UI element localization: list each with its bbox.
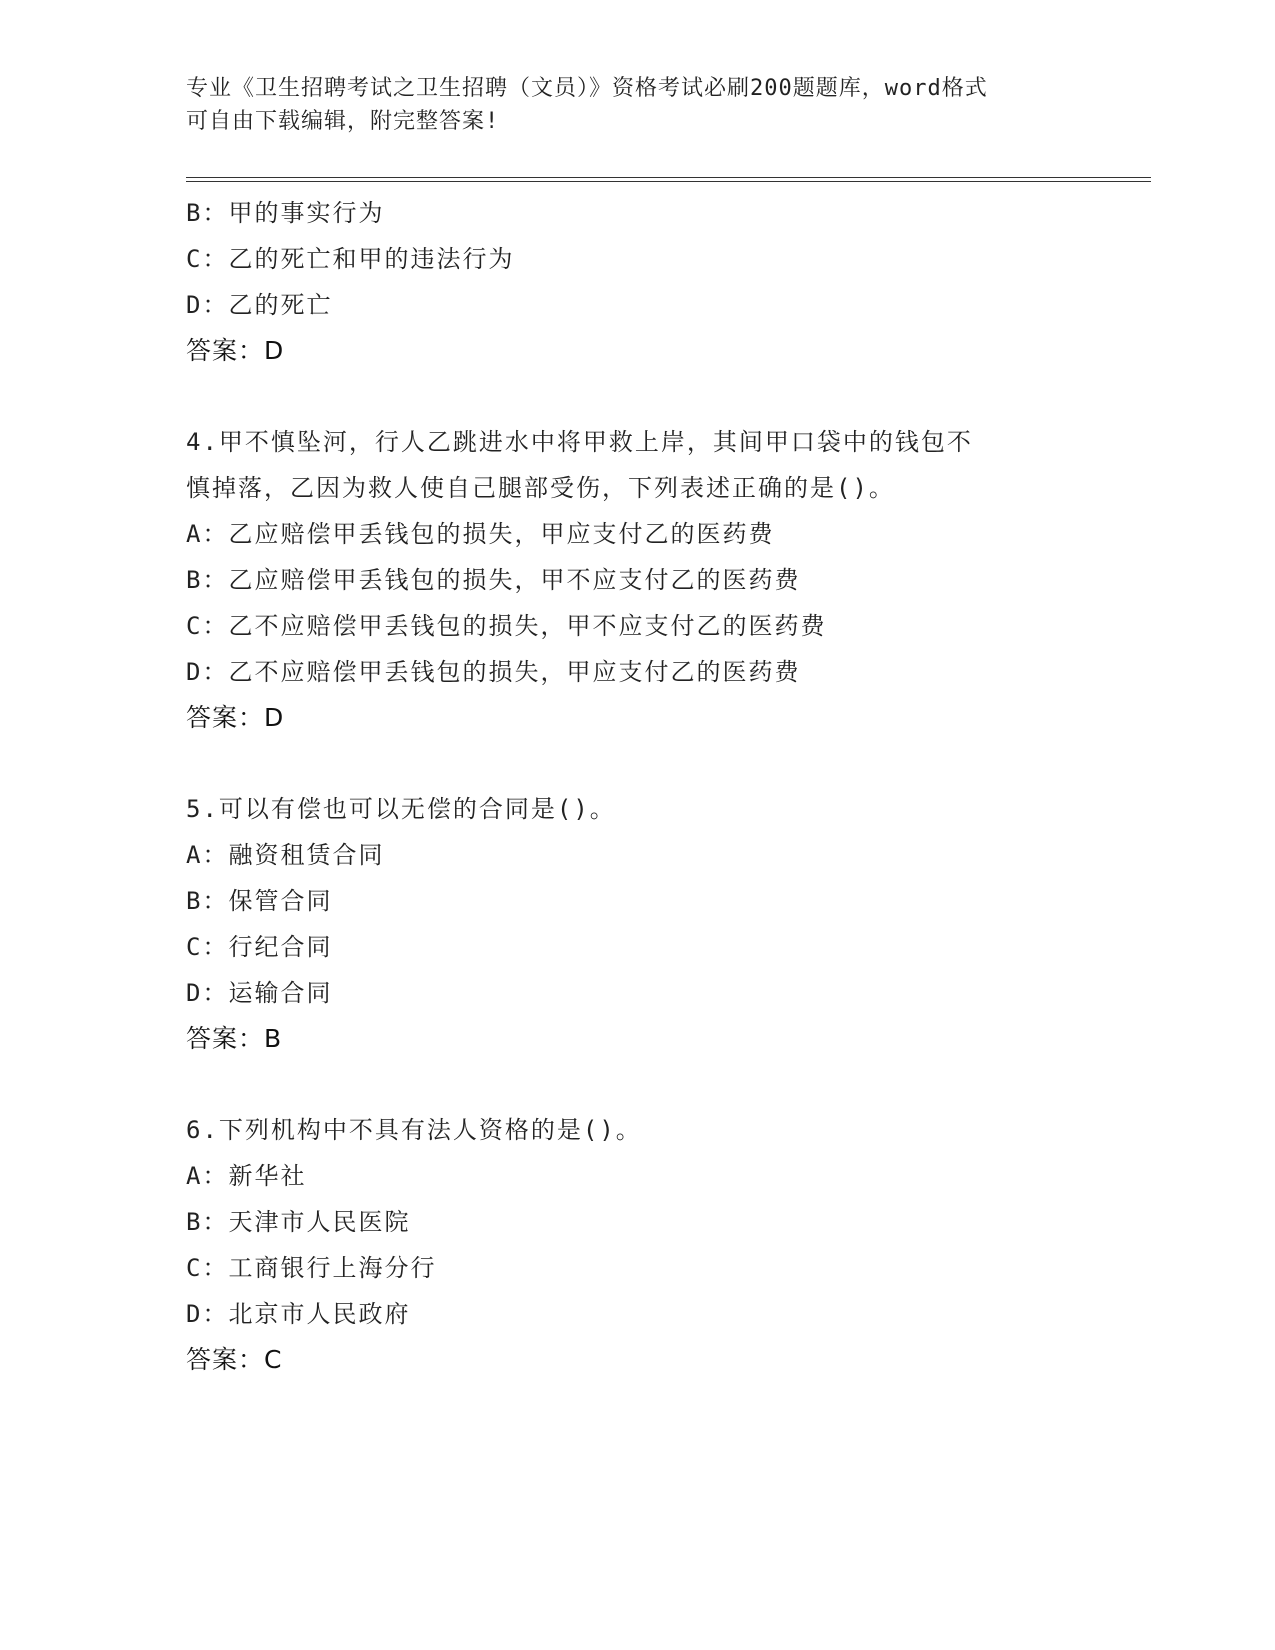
option-c: C：乙的死亡和甲的违法行为 <box>186 245 515 273</box>
option-c: C：乙不应赔偿甲丢钱包的损失，甲不应支付乙的医药费 <box>186 612 827 640</box>
answer-line: 答案：D <box>186 336 285 365</box>
question-stem-line-1: 4.甲不慎坠河，行人乙跳进水中将甲救上岸，其间甲口袋中的钱包不 <box>186 428 973 456</box>
option-d: D：乙的死亡 <box>186 291 333 319</box>
answer-line: 答案：D <box>186 703 285 732</box>
header-title-line-2: 可自由下载编辑，附完整答案! <box>186 109 500 134</box>
option-b: B：乙应赔偿甲丢钱包的损失，甲不应支付乙的医药费 <box>186 566 801 594</box>
option-b: B：天津市人民医院 <box>186 1208 411 1236</box>
question-block-4 <box>186 419 1151 741</box>
option-d: D：北京市人民政府 <box>186 1300 411 1328</box>
option-b: B：甲的事实行为 <box>186 199 385 227</box>
option-c: C：工商银行上海分行 <box>186 1254 437 1282</box>
question-block-prev <box>186 190 1151 374</box>
option-b: B：保管合同 <box>186 887 333 915</box>
option-a: A：融资租赁合同 <box>186 841 385 869</box>
question-stem: 5.可以有偿也可以无偿的合同是()。 <box>186 795 616 823</box>
question-content <box>186 190 1151 1383</box>
option-a: A：乙应赔偿甲丢钱包的损失，甲应支付乙的医药费 <box>186 520 775 548</box>
question-block-6 <box>186 1107 1151 1383</box>
answer-line: 答案：C <box>186 1345 283 1374</box>
option-c: C：行纪合同 <box>186 933 333 961</box>
header-divider <box>186 177 1151 182</box>
header-title-line-1: 专业《卫生招聘考试之卫生招聘（文员）》资格考试必刷200题题库，word格式 <box>186 76 988 101</box>
option-d: D：乙不应赔偿甲丢钱包的损失，甲应支付乙的医药费 <box>186 658 801 686</box>
document-header <box>186 72 1066 138</box>
option-d: D：运输合同 <box>186 979 333 1007</box>
question-stem: 6.下列机构中不具有法人资格的是()。 <box>186 1116 642 1144</box>
question-stem-line-2: 慎掉落，乙因为救人使自己腿部受伤，下列表述正确的是()。 <box>186 474 895 502</box>
option-a: A：新华社 <box>186 1162 307 1190</box>
answer-line: 答案：B <box>186 1024 283 1053</box>
question-block-5 <box>186 786 1151 1062</box>
